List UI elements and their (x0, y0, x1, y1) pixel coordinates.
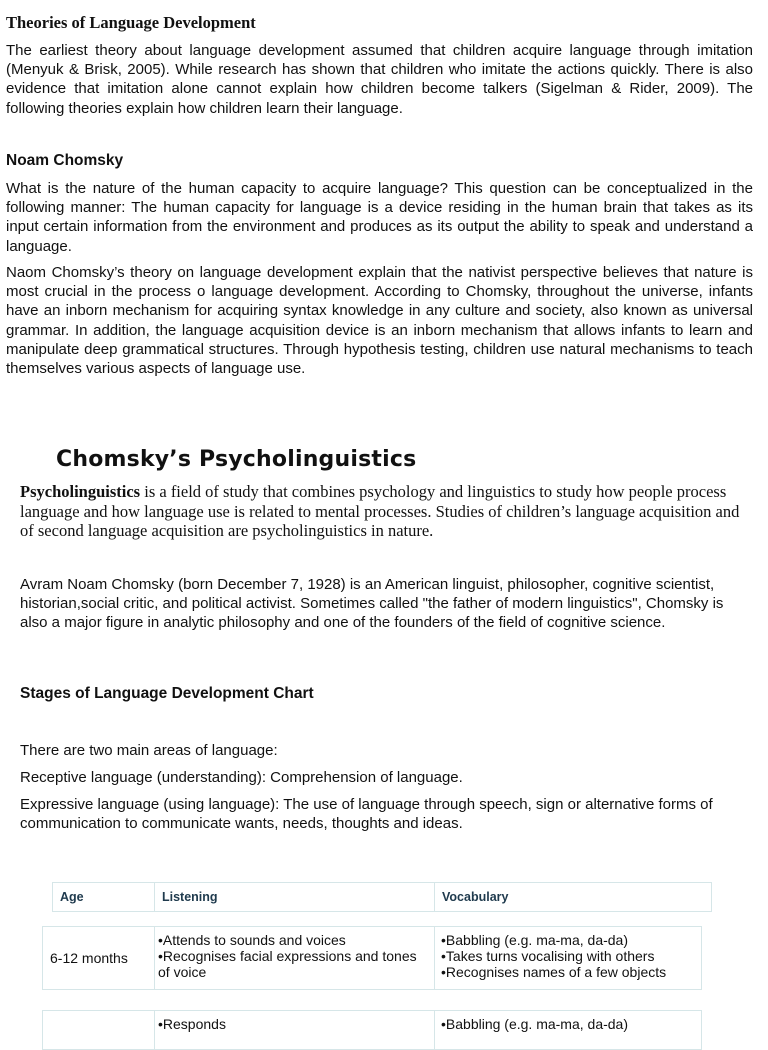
psycholinguistics-term: Psycholinguistics (20, 482, 141, 501)
section-heading-noam-chomsky: Noam Chomsky (6, 152, 124, 169)
theories-paragraph: The earliest theory about language development assumed that children acquire language through imitation (Menyuk & Brisk, 2005). While research has shown that children who imitate the actions quickly. There is also evidence that imitation alone cannot explain how children become talkers (Sigelman & Rider, 2009). The following theories explain how children learn their language. (6, 42, 753, 117)
receptive-language-line: Receptive language (understanding): Comprehension of language. (20, 769, 463, 786)
table-row (42, 926, 702, 990)
table-cell-age (43, 1011, 155, 1049)
vocabulary-item: • Babbling (e.g. ma-ma, da-da) (441, 1016, 695, 1032)
expressive-language-line: Expressive language (using language): The use of language through speech, sign or alternative forms of communication to communicate wants, needs, thoughts and ideas. (20, 796, 713, 833)
listening-item: • Responds (158, 1016, 426, 1032)
table-cell-vocabulary (435, 1011, 701, 1049)
table-row (42, 1010, 702, 1050)
vocabulary-item: • Recognises names of a few objects (441, 964, 695, 980)
age-value: 6-12 months (50, 950, 128, 966)
vocabulary-item: • Takes turns vocalising with others (441, 948, 695, 964)
stages-heading: Stages of Language Development Chart (20, 685, 314, 702)
table-cell-vocabulary (435, 927, 701, 989)
psycholinguistics-definition-text: is a field of study that combines psychology and linguistics to study how people process language and how language use is related to mental processes. Studies of children’s language acquisition and of second language acquisition are psycholinguistics in nature. (20, 482, 740, 540)
vocabulary-item: • Babbling (e.g. ma-ma, da-da) (441, 932, 695, 948)
table-header-age: Age (53, 883, 155, 911)
chomsky-paragraph-1: What is the nature of the human capacity to acquire language? This question can be conceptualized in the following manner: The human capacity for language is a device residing in the human brain that takes as its input certain information from the environment and produces as its output the ability to speak and understand a language. (6, 180, 753, 255)
table-header-vocabulary: Vocabulary (442, 890, 509, 904)
language-areas-intro: There are two main areas of language: (20, 742, 278, 759)
table-cell-listening (155, 927, 435, 989)
listening-item: • Attends to sounds and voices (158, 932, 426, 948)
section-heading-theories: Theories of Language Development (6, 13, 256, 32)
table-header-row (52, 882, 712, 912)
psycholinguistics-title: Chomsky’s Psycholinguistics (56, 447, 417, 472)
table-header-listening: Listening (155, 883, 435, 911)
chomsky-bio-paragraph: Avram Noam Chomsky (born December 7, 1928) is an American linguist, philosopher, cognitive scientist, historian,social critic, and political activist. Sometimes called "the father of modern linguistics", Chomsky is also a major figure in analytic philosophy and one of the founders of the field of cognitive science. (20, 576, 724, 632)
listening-item: • Recognises facial expressions and tones of voice (158, 948, 426, 980)
psycholinguistics-definition (20, 482, 745, 541)
table-cell-listening (155, 1011, 435, 1049)
chomsky-paragraph-2: Naom Chomsky’s theory on language development explain that the nativist perspective believes that nature is most crucial in the process o language development. According to Chomsky, throughout the universe, infants have an inborn mechanism for acquiring syntax knowledge in any culture and society, also known as universal grammar. In addition, the language acquisition device is an inborn mechanism that allows infants to learn and manipulate deep grammatical structures. Through hypothesis testing, children use natural mechanisms to teach themselves various aspects of language use. (6, 264, 753, 378)
table-cell-age (43, 927, 155, 989)
